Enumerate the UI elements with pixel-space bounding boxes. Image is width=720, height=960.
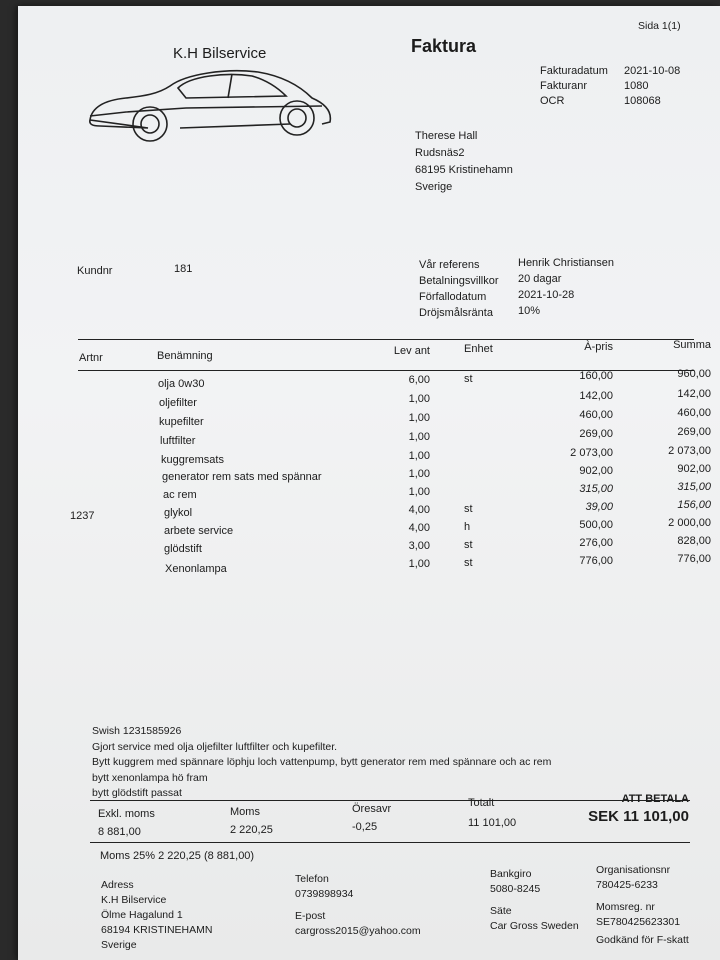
invoice-number: 1080 [624,80,649,92]
email-label: E-post [295,910,326,922]
recipient-city: 68195 Kristinehamn [415,164,513,176]
row-name: olja 0w30 [158,378,205,390]
row-price: 2 073,00 [570,447,613,459]
row-price: 142,00 [579,390,613,402]
row-qty: 1,00 [408,468,430,480]
address-line: Ölme Hagalund 1 [101,909,183,921]
company-logo-text: K.H Bilservice [173,45,267,62]
payment-terms: 20 dagar [518,273,562,285]
page-label: Sida 1(1) [638,20,681,32]
orgnr-label: Organisationsnr [596,864,671,876]
doc-title: Faktura [411,36,477,56]
row-price: 902,00 [579,465,613,477]
terms-labels [419,257,498,321]
excl-label: Exkl. moms [98,808,155,820]
row-artnr: 1237 [70,510,95,522]
row-sum: 2 000,00 [668,517,711,529]
total-value: 11 101,00 [468,817,517,829]
row-price: 776,00 [579,555,613,567]
address-line: 68194 KRISTINEHAMN [101,924,213,936]
bankgiro-value: 5080-8245 [490,883,541,895]
row-qty: 1,00 [408,558,430,570]
oresavr-label: Öresavr [352,803,392,815]
row-price: 315,00 [579,483,613,495]
total-label: Totalt [468,797,495,809]
moms-label: Moms [230,806,260,818]
header-qty: Lev ant [393,345,430,357]
row-name: Xenonlampa [165,563,227,575]
row-qty: 1,00 [408,450,430,462]
row-name: oljefilter [159,397,197,409]
invoice-meta-labels [540,64,608,109]
row-name: generator rem sats med spännar [162,471,322,483]
row-sum: 960,00 [677,368,711,380]
terms-values [518,255,614,319]
row-sum: 156,00 [677,499,711,511]
note-line: Swish 1231585926 [92,725,182,737]
terms-label: Dröjsmålsränta [419,307,493,319]
note-line: bytt xenonlampa hö fram [92,771,208,784]
pay-amount: SEK 11 101,00 [588,808,689,825]
row-sum: 315,00 [677,481,711,493]
meta-label: Fakturadatum [540,65,608,77]
row-unit: st [464,503,473,515]
orgnr-value: 780425-6233 [596,879,658,891]
row-sum: 828,00 [677,535,711,547]
meta-label: Fakturanr [540,80,588,92]
row-unit: st [464,373,473,385]
row-name: glödstift [164,543,202,555]
row-name: ac rem [163,489,197,501]
row-price: 460,00 [579,409,613,421]
terms-label: Betalningsvillkor [419,275,499,287]
invoice-paper [18,6,720,960]
footer-bank [490,867,579,934]
invoice-date: 2021-10-08 [624,65,681,77]
due-date: 2021-10-28 [518,289,575,301]
address-line: Sverige [101,939,137,951]
table-top-rule [78,339,694,340]
moms-summary: Moms 25% 2 220,25 (8 881,00) [100,850,255,862]
footer-address [101,878,212,953]
terms-label: Vår referens [419,259,480,271]
pay-label: ATT BETALA [621,793,689,805]
row-qty: 4,00 [408,522,430,534]
address-label: Adress [101,879,134,891]
row-unit: st [464,539,473,551]
oresavr-value: -0,25 [352,821,378,833]
row-sum: 2 073,00 [668,445,711,457]
row-name: glykol [164,507,193,519]
phone-value: 0739898934 [295,888,354,900]
excl-value: 8 881,00 [98,826,141,838]
recipient-address [415,128,513,196]
row-price: 39,00 [585,501,613,513]
row-name: kupefilter [159,416,204,428]
row-qty: 4,00 [408,504,430,516]
row-qty: 1,00 [408,431,430,443]
late-interest: 10% [518,305,541,317]
our-reference: Henrik Christiansen [518,257,614,269]
customer-label: Kundnr [77,265,113,277]
row-qty: 3,00 [408,540,430,552]
ocr-number: 108068 [624,95,661,107]
customer-number: 181 [174,263,193,275]
sate-value: Car Gross Sweden [490,920,579,932]
address-line: K.H Bilservice [101,894,167,906]
row-name: kuggremsats [161,454,224,466]
note-line: Bytt kuggrem med spännare löphju loch vattenpump, bytt generator rem med spännare och ac rem [92,756,552,768]
momsreg-value: SE780425623301 [596,916,681,928]
row-sum: 142,00 [677,388,711,400]
bankgiro-label: Bankgiro [490,868,532,880]
footer-contact [295,872,421,939]
row-unit: h [464,521,471,533]
header-unit: Enhet [464,343,493,355]
header-name: Benämning [157,350,213,362]
car-logo-icon [86,62,336,146]
header-artnr: Artnr [79,352,103,364]
note-line: bytt glödstift passat [92,787,182,799]
note-line: Gjort service med olja oljefilter luftfilter och kupefilter. [92,740,338,753]
row-sum: 269,00 [677,426,711,438]
recipient-country: Sverige [415,181,453,193]
row-name: luftfilter [160,435,196,447]
invoice-meta-values [624,64,680,109]
totals-bottom-rule [90,842,690,843]
recipient-name: Therese Hall [415,130,478,142]
email-value: cargross2015@yahoo.com [295,925,421,937]
row-qty: 1,00 [408,486,430,498]
sate-label: Säte [490,905,512,917]
notes-block [92,724,551,802]
header-price: À-pris [584,341,613,353]
terms-label: Förfallodatum [419,291,487,303]
row-price: 160,00 [579,370,613,382]
momsreg-label: Momsreg. nr [596,901,655,913]
row-price: 269,00 [579,428,613,440]
footer-org [596,863,689,948]
meta-label: OCR [540,95,565,107]
moms-value: 2 220,25 [230,824,273,836]
phone-label: Telefon [295,873,329,885]
row-sum: 776,00 [677,553,711,565]
header-sum: Summa [673,339,711,351]
row-qty: 6,00 [408,374,430,386]
row-name: arbete service [164,525,234,537]
row-unit: st [464,557,473,569]
row-sum: 460,00 [677,407,711,419]
row-qty: 1,00 [408,412,430,424]
row-price: 276,00 [579,537,613,549]
row-price: 500,00 [579,519,613,531]
row-qty: 1,00 [408,393,430,405]
fskatt-text: Godkänd för F-skatt [596,934,689,946]
row-sum: 902,00 [677,463,711,475]
recipient-street: Rudsnäs2 [415,147,465,159]
